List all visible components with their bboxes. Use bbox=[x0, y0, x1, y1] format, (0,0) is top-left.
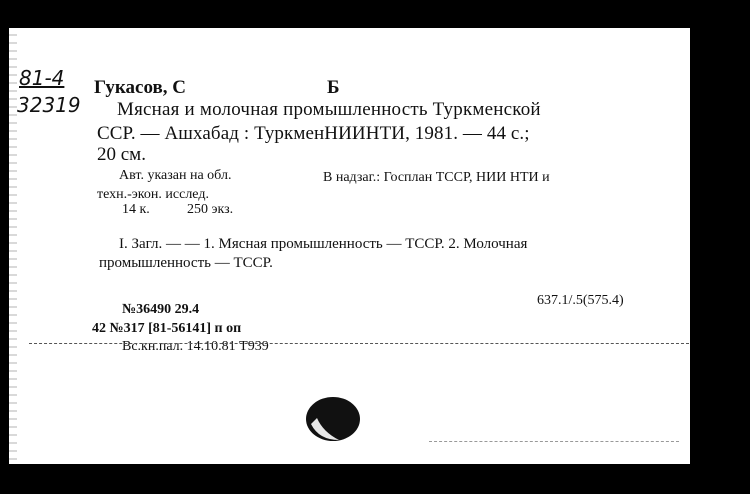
note-series: В надзаг.: Госплан ТССР, НИИ НТИ и bbox=[323, 170, 550, 185]
inventory-number-3: Вс.кн.пал. 14.10.81 Т939 bbox=[122, 339, 269, 354]
inventory-number-1: №36490 29.4 bbox=[122, 302, 200, 317]
catalog-card bbox=[9, 28, 690, 464]
library-mark: Б bbox=[327, 77, 340, 98]
inventory-number-2: 42 №317 [81-56141] п оп bbox=[92, 321, 242, 336]
subjects-line-2: промышленность — ТССР. bbox=[99, 255, 273, 271]
footer-rule bbox=[429, 441, 679, 442]
punch-hole bbox=[299, 388, 369, 448]
call-number-bottom: 32319 bbox=[17, 93, 81, 117]
price: 14 к. bbox=[122, 202, 150, 217]
title-line-2: ССР. — Ашхабад : ТуркменНИИНТИ, 1981. — 44 с.; bbox=[97, 123, 530, 144]
bottom-rule bbox=[29, 343, 689, 344]
copies: 250 экз. bbox=[187, 202, 234, 217]
title-line-3: 20 см. bbox=[97, 144, 146, 165]
udc-classification: 637.1/.5(575.4) bbox=[537, 293, 624, 308]
note-author: Авт. указан на обл. bbox=[119, 168, 232, 183]
call-number-top: 81-4 bbox=[19, 66, 65, 90]
card-left-edge bbox=[9, 28, 17, 464]
subjects-line-1: I. Загл. — — 1. Мясная промышленность — ТССР. 2. Молочная bbox=[119, 236, 528, 252]
title-line-1: Мясная и молочная промышленность Туркменской bbox=[117, 99, 541, 120]
note-line-2: техн.-экон. исслед. bbox=[97, 187, 209, 202]
author-heading: Гукасов, С bbox=[94, 77, 186, 98]
